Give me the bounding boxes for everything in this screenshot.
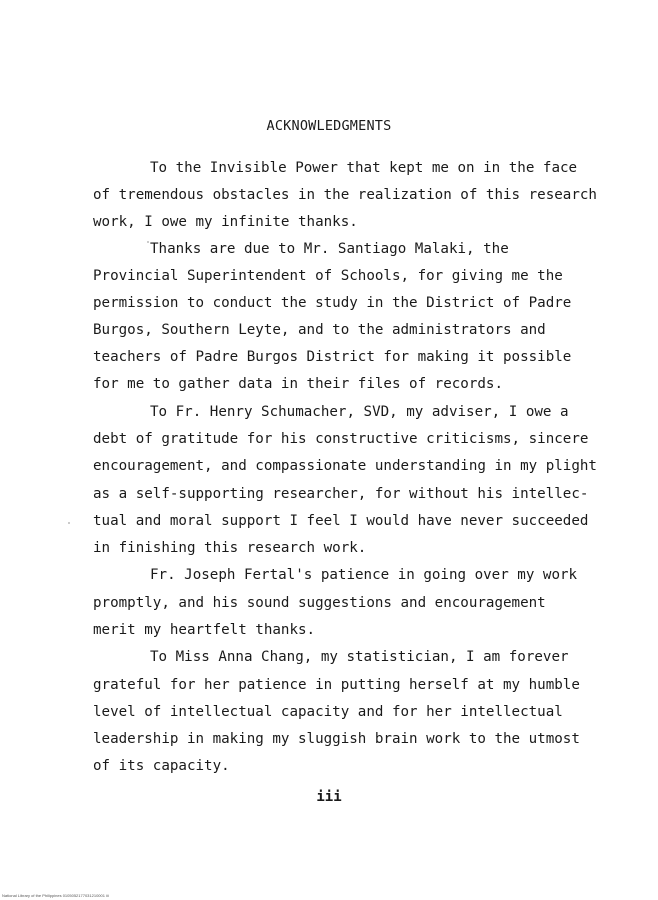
text-line: tual and moral support I feel I would have never succeeded [93,513,589,529]
page-title: ACKNOWLEDGMENTS [266,118,392,134]
text-line: as a self-supporting researcher, for without his intellec- [93,486,589,502]
text-line: for me to gather data in their files of records. [93,376,503,392]
scan-speck [147,241,149,243]
text-line: promptly, and his sound suggestions and encouragement [93,595,546,611]
text-line: work, I owe my infinite thanks. [93,214,358,230]
text-line: in finishing this research work. [93,540,367,556]
text-line: merit my heartfelt thanks. [93,622,316,638]
scan-footer: National Library of the Philippines 0105052177031210001 iii [2,893,109,898]
text-line: of its capacity. [93,758,230,774]
text-line: Thanks are due to Mr. Santiago Malaki, the [150,241,509,257]
text-line: To the Invisible Power that kept me on in the face [150,160,578,176]
text-line: To Miss Anna Chang, my statistician, I am forever [150,649,569,665]
page-number: iii [316,789,342,805]
scan-speck [68,522,70,524]
text-line: Provincial Superintendent of Schools, for giving me the [93,268,563,284]
text-line: debt of gratitude for his constructive criticisms, sincere [93,431,589,447]
text-line: encouragement, and compassionate understanding in my plight [93,458,597,474]
text-line: level of intellectual capacity and for her intellectual [93,704,563,720]
text-line: Fr. Joseph Fertal's patience in going over my work [150,567,578,583]
text-line: of tremendous obstacles in the realization of this research [93,187,597,203]
text-line: permission to conduct the study in the District of Padre [93,295,572,311]
text-line: leadership in making my sluggish brain work to the utmost [93,731,580,747]
text-line: teachers of Padre Burgos District for making it possible [93,349,572,365]
text-line: grateful for her patience in putting herself at my humble [93,677,580,693]
text-line: To Fr. Henry Schumacher, SVD, my adviser, I owe a [150,404,569,420]
text-line: Burgos, Southern Leyte, and to the administrators and [93,322,546,338]
